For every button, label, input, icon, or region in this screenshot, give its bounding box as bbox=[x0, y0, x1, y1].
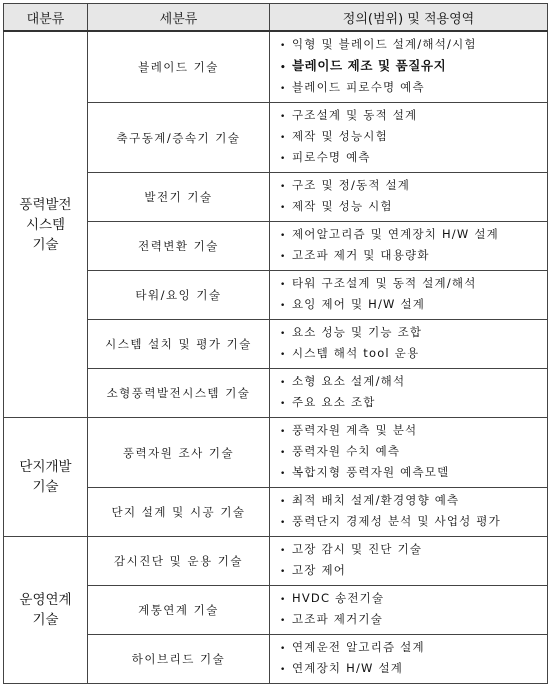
sub-category-cell: 소형풍력발전시스템 기술 bbox=[88, 369, 270, 418]
scope-item bbox=[280, 589, 541, 610]
scope-cell bbox=[270, 320, 548, 369]
classification-table bbox=[3, 3, 548, 684]
scope-item-text: 피로수명 예측 bbox=[292, 150, 371, 164]
scope-item-text: 고조파 제거 및 대용량화 bbox=[292, 248, 430, 262]
bullet-icon: • bbox=[280, 644, 287, 654]
bullet-icon: • bbox=[280, 546, 287, 556]
scope-item bbox=[280, 540, 541, 561]
scope-item bbox=[280, 372, 541, 393]
scope-cell bbox=[270, 103, 548, 173]
sub-category-cell: 타워/요잉 기술 bbox=[88, 271, 270, 320]
bullet-icon: • bbox=[280, 665, 287, 675]
scope-item bbox=[280, 610, 541, 631]
table-row bbox=[4, 418, 548, 488]
scope-list bbox=[280, 372, 541, 414]
header-row bbox=[4, 4, 548, 32]
scope-list bbox=[280, 421, 541, 484]
table-body bbox=[4, 31, 548, 684]
scope-item bbox=[280, 225, 541, 246]
scope-item-text: 풍력자원 계측 및 분석 bbox=[292, 423, 418, 437]
header-major: 대분류 bbox=[4, 4, 88, 32]
sub-category-cell: 풍력자원 조사 기술 bbox=[88, 418, 270, 488]
scope-item bbox=[280, 148, 541, 169]
scope-item bbox=[280, 323, 541, 344]
bullet-icon: • bbox=[280, 182, 287, 192]
scope-cell bbox=[270, 369, 548, 418]
bullet-icon: • bbox=[280, 329, 287, 339]
sub-category-cell: 발전기 기술 bbox=[88, 173, 270, 222]
scope-list bbox=[280, 176, 541, 218]
scope-item bbox=[280, 295, 541, 316]
scope-item-text: 소형 요소 설계/해석 bbox=[292, 374, 406, 388]
scope-item bbox=[280, 659, 541, 680]
scope-item-text: 시스템 해석 tool 운용 bbox=[292, 346, 420, 360]
scope-item bbox=[280, 344, 541, 365]
scope-item-text: 연계장치 H/W 설계 bbox=[292, 661, 404, 675]
sub-category-cell: 하이브리드 기술 bbox=[88, 635, 270, 684]
major-category-line: 단지개발 bbox=[19, 459, 72, 475]
major-category-line: 기술 bbox=[32, 612, 59, 628]
major-category-cell bbox=[4, 31, 88, 418]
scope-item bbox=[280, 491, 541, 512]
scope-item-text: 최적 배치 설계/환경영향 예측 bbox=[292, 493, 460, 507]
bullet-icon: • bbox=[280, 518, 287, 528]
major-category-line: 풍력발전 bbox=[19, 196, 72, 213]
scope-item bbox=[280, 638, 541, 659]
scope-cell bbox=[270, 488, 548, 537]
major-category-line: 운영연계 bbox=[19, 592, 72, 608]
scope-item-text: 복합지형 풍력자원 예측모델 bbox=[292, 465, 450, 479]
scope-item-text: 연계운전 알고리즘 설계 bbox=[292, 640, 425, 654]
major-category-line: 기술 bbox=[32, 236, 59, 253]
scope-item-text: 블레이드 피로수명 예측 bbox=[292, 80, 425, 94]
scope-item-text: 익형 및 블레이드 설계/해석/시험 bbox=[292, 37, 477, 51]
scope-item bbox=[280, 127, 541, 148]
major-category-line: 기술 bbox=[32, 479, 59, 495]
scope-item bbox=[280, 176, 541, 197]
scope-item-text: 제작 및 성능시험 bbox=[292, 129, 388, 143]
scope-item bbox=[280, 197, 541, 218]
scope-item bbox=[280, 246, 541, 267]
scope-item-text: 구조설계 및 동적 설계 bbox=[292, 108, 418, 122]
scope-item-text: 고장 감시 및 진단 기술 bbox=[292, 542, 423, 556]
bullet-icon: • bbox=[280, 203, 287, 213]
scope-item-text: 블레이드 제조 및 품질유지 bbox=[292, 58, 447, 73]
scope-list bbox=[280, 638, 541, 680]
scope-list bbox=[280, 106, 541, 169]
scope-item-text: 요소 성능 및 기능 조합 bbox=[292, 325, 423, 339]
scope-item-text: 풍력단지 경제성 분석 및 사업성 평가 bbox=[292, 514, 501, 528]
header-sub: 세분류 bbox=[88, 4, 270, 32]
scope-cell bbox=[270, 586, 548, 635]
scope-item bbox=[280, 393, 541, 414]
scope-list bbox=[280, 491, 541, 533]
bullet-icon: • bbox=[280, 399, 287, 409]
bullet-icon: • bbox=[280, 497, 287, 507]
scope-item-text: HVDC 송전기술 bbox=[292, 591, 385, 605]
bullet-icon: • bbox=[280, 133, 287, 143]
bullet-icon: • bbox=[280, 350, 287, 360]
bullet-icon: • bbox=[280, 41, 287, 51]
scope-item-text: 구조 및 정/동적 설계 bbox=[292, 178, 411, 192]
scope-item-text: 고조파 제거기술 bbox=[292, 612, 384, 626]
bullet-icon: • bbox=[280, 252, 287, 262]
sub-category-cell: 단지 설계 및 시공 기술 bbox=[88, 488, 270, 537]
scope-item-text: 고장 제어 bbox=[292, 563, 347, 577]
scope-item bbox=[280, 463, 541, 484]
scope-item-text: 제어알고리즘 및 연계장치 H/W 설계 bbox=[292, 227, 499, 241]
sub-category-cell: 전력변환 기술 bbox=[88, 222, 270, 271]
sub-category-cell: 계통연계 기술 bbox=[88, 586, 270, 635]
scope-item bbox=[280, 561, 541, 582]
scope-item-text: 풍력자원 수치 예측 bbox=[292, 444, 401, 458]
major-category-line: 시스템 bbox=[25, 216, 66, 233]
scope-item bbox=[280, 512, 541, 533]
scope-list bbox=[280, 589, 541, 631]
bullet-icon: • bbox=[280, 378, 287, 388]
sub-category-cell: 감시진단 및 운용 기술 bbox=[88, 537, 270, 586]
sub-category-cell: 시스템 설치 및 평가 기술 bbox=[88, 320, 270, 369]
scope-list bbox=[280, 274, 541, 316]
scope-cell bbox=[270, 271, 548, 320]
bullet-icon: • bbox=[280, 280, 287, 290]
bullet-icon: • bbox=[280, 567, 287, 577]
scope-list bbox=[280, 540, 541, 582]
header-scope: 정의(범위) 및 적용영역 bbox=[270, 4, 548, 32]
scope-item-text: 요잉 제어 및 H/W 설계 bbox=[292, 297, 426, 311]
sub-category-cell: 블레이드 기술 bbox=[88, 31, 270, 103]
scope-item bbox=[280, 35, 541, 56]
sub-category-cell: 축구동계/증속기 기술 bbox=[88, 103, 270, 173]
bullet-icon: • bbox=[280, 63, 287, 73]
scope-item bbox=[280, 78, 541, 99]
major-category-cell bbox=[4, 537, 88, 684]
bullet-icon: • bbox=[280, 301, 287, 311]
bullet-icon: • bbox=[280, 616, 287, 626]
bullet-icon: • bbox=[280, 595, 287, 605]
bullet-icon: • bbox=[280, 448, 287, 458]
scope-item bbox=[280, 56, 541, 78]
scope-cell bbox=[270, 418, 548, 488]
bullet-icon: • bbox=[280, 231, 287, 241]
bullet-icon: • bbox=[280, 469, 287, 479]
scope-item-text: 타워 구조설계 및 동적 설계/해석 bbox=[292, 276, 477, 290]
scope-item-text: 제작 및 성능 시험 bbox=[292, 199, 393, 213]
scope-item bbox=[280, 442, 541, 463]
scope-cell bbox=[270, 173, 548, 222]
scope-item-text: 주요 요소 조합 bbox=[292, 395, 376, 409]
table-row bbox=[4, 31, 548, 103]
bullet-icon: • bbox=[280, 154, 287, 164]
scope-cell bbox=[270, 537, 548, 586]
scope-cell bbox=[270, 635, 548, 684]
scope-list bbox=[280, 35, 541, 99]
bullet-icon: • bbox=[280, 112, 287, 122]
bullet-icon: • bbox=[280, 427, 287, 437]
scope-list bbox=[280, 225, 541, 267]
table-row bbox=[4, 537, 548, 586]
bullet-icon: • bbox=[280, 84, 287, 94]
scope-item bbox=[280, 274, 541, 295]
scope-item bbox=[280, 106, 541, 127]
scope-list bbox=[280, 323, 541, 365]
major-category-cell bbox=[4, 418, 88, 537]
scope-cell bbox=[270, 222, 548, 271]
scope-item bbox=[280, 421, 541, 442]
scope-cell bbox=[270, 31, 548, 103]
